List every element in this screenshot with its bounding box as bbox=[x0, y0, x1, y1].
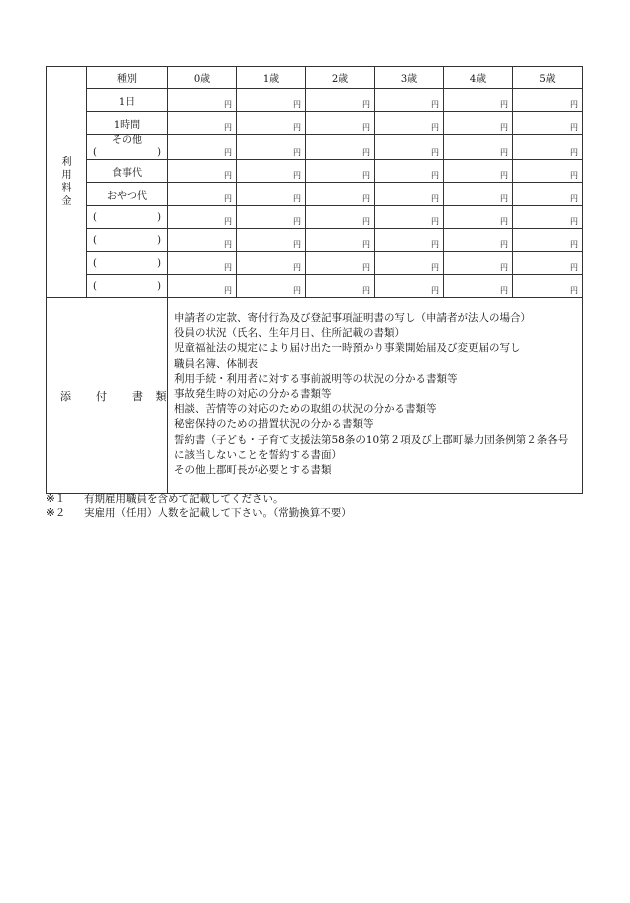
fee-amount-cell[interactable]: 円 bbox=[237, 89, 306, 112]
fee-type-label: その他 bbox=[112, 135, 142, 146]
fee-type-cell bbox=[87, 135, 168, 160]
fee-amount-cell[interactable]: 円 bbox=[375, 89, 444, 112]
fee-amount-cell[interactable]: 円 bbox=[513, 252, 583, 275]
fee-row bbox=[47, 229, 583, 252]
fee-amount-cell[interactable]: 円 bbox=[168, 89, 237, 112]
fee-row bbox=[47, 183, 583, 206]
fee-amount-cell[interactable]: 円 bbox=[237, 252, 306, 275]
fee-amount-cell[interactable]: 円 bbox=[444, 183, 513, 206]
fee-amount-cell[interactable]: 円 bbox=[375, 160, 444, 183]
fee-type-label: 1時間 bbox=[113, 119, 141, 131]
fee-amount-cell[interactable]: 円 bbox=[306, 183, 375, 206]
fee-type-cell bbox=[87, 160, 168, 183]
attachment-item: 利用手続・利用者に対する事前説明等の状況の分かる書類等 bbox=[174, 372, 458, 385]
fee-amount-cell[interactable]: 円 bbox=[375, 112, 444, 135]
fee-row bbox=[47, 275, 583, 298]
attachment-item: 役員の状況（氏名、生年月日、住所記載の書類） bbox=[174, 327, 405, 340]
fee-amount-cell[interactable]: 円 bbox=[444, 135, 513, 160]
fee-amount-cell[interactable]: 円 bbox=[237, 206, 306, 229]
fee-amount-cell[interactable]: 円 bbox=[168, 275, 237, 298]
age-column-header: 2歳 bbox=[306, 67, 375, 89]
fee-type-cell bbox=[87, 252, 168, 275]
attachment-item: 児童福祉法の規定により届け出た一時預かり事業開始届及び変更届の写し bbox=[174, 342, 521, 355]
fee-amount-cell[interactable]: 円 bbox=[168, 229, 237, 252]
fee-amount-cell[interactable]: 円 bbox=[168, 252, 237, 275]
fee-amount-cell[interactable]: 円 bbox=[306, 135, 375, 160]
footnote bbox=[46, 506, 352, 520]
attachments-label bbox=[47, 298, 168, 494]
attachment-item: 相談、苦情等の対応のための取組の状況の分かる書類等 bbox=[174, 403, 437, 416]
fee-type-cell bbox=[87, 112, 168, 135]
fee-amount-cell[interactable]: 円 bbox=[168, 160, 237, 183]
fee-amount-cell[interactable]: 円 bbox=[168, 183, 237, 206]
usage-fee-label-char: 利 bbox=[61, 157, 72, 168]
attachment-item: 申請者の定款、寄付行為及び登記事項証明書の写し（申請者が法人の場合） bbox=[174, 312, 531, 324]
fee-amount-cell[interactable]: 円 bbox=[375, 229, 444, 252]
age-column-header: 4歳 bbox=[444, 67, 513, 89]
fee-amount-cell[interactable]: 円 bbox=[168, 206, 237, 229]
fee-amount-cell[interactable]: 円 bbox=[375, 135, 444, 160]
footnote-mark: ※２ bbox=[46, 507, 66, 519]
fee-type-cell bbox=[87, 229, 168, 252]
usage-fee-label bbox=[47, 67, 87, 298]
fee-type-paren bbox=[87, 235, 167, 246]
application-form-sheet bbox=[46, 66, 582, 494]
fee-amount-cell[interactable]: 円 bbox=[306, 229, 375, 252]
attachment-item: 事故発生時の対応の分かる書類等 bbox=[174, 388, 332, 401]
paren-close: ) bbox=[157, 280, 161, 292]
fee-row bbox=[47, 252, 583, 275]
footnote-text: 実雇用（任用）人数を記載して下さい。（常勤換算不要） bbox=[84, 507, 352, 519]
fee-type-paren bbox=[87, 147, 167, 159]
fee-amount-cell[interactable]: 円 bbox=[513, 183, 583, 206]
fee-amount-cell[interactable]: 円 bbox=[375, 183, 444, 206]
paren-close: ) bbox=[157, 257, 161, 269]
fee-type-label: 食事代 bbox=[112, 167, 142, 179]
fee-amount-cell[interactable]: 円 bbox=[306, 160, 375, 183]
fee-amount-cell[interactable]: 円 bbox=[306, 206, 375, 229]
fee-amount-cell[interactable]: 円 bbox=[237, 275, 306, 298]
fee-amount-cell[interactable]: 円 bbox=[444, 229, 513, 252]
fee-amount-cell[interactable]: 円 bbox=[444, 252, 513, 275]
fee-amount-cell[interactable]: 円 bbox=[237, 229, 306, 252]
attachment-item: その他上郡町長が必要とする書類 bbox=[174, 464, 332, 477]
fee-type-cell bbox=[87, 89, 168, 112]
fee-type-label: 1日 bbox=[118, 96, 136, 108]
fee-amount-cell[interactable]: 円 bbox=[237, 135, 306, 160]
fee-amount-cell[interactable]: 円 bbox=[375, 206, 444, 229]
fee-amount-cell[interactable]: 円 bbox=[306, 252, 375, 275]
attachments-label-char: 類 bbox=[155, 389, 167, 403]
paren-open: ( bbox=[93, 257, 97, 269]
usage-fee-label-char: 料 bbox=[61, 183, 72, 194]
paren-close: ) bbox=[157, 147, 161, 158]
fee-type-label: おやつ代 bbox=[107, 190, 147, 202]
fee-amount-cell[interactable]: 円 bbox=[513, 206, 583, 229]
fee-amount-cell[interactable]: 円 bbox=[375, 252, 444, 275]
fee-amount-cell[interactable]: 円 bbox=[306, 112, 375, 135]
usage-fee-label-char: 金 bbox=[61, 196, 72, 207]
fee-amount-cell[interactable]: 円 bbox=[375, 275, 444, 298]
fee-amount-cell[interactable]: 円 bbox=[237, 112, 306, 135]
age-column-header: 3歳 bbox=[375, 67, 444, 89]
fee-type-cell bbox=[87, 275, 168, 298]
paren-open: ( bbox=[93, 147, 97, 158]
fee-table bbox=[46, 66, 583, 298]
attachment-item: 秘密保持のための措置状況の分かる書類等 bbox=[174, 418, 374, 431]
fee-amount-cell[interactable]: 円 bbox=[513, 229, 583, 252]
attachments-list bbox=[168, 298, 583, 494]
fee-header-row bbox=[47, 67, 583, 89]
paren-close: ) bbox=[157, 234, 161, 246]
fee-amount-cell[interactable]: 円 bbox=[513, 160, 583, 183]
paren-close: ) bbox=[157, 211, 161, 223]
age-column-header: 0歳 bbox=[168, 67, 237, 89]
fee-type-paren bbox=[87, 212, 167, 223]
paren-open: ( bbox=[93, 211, 97, 223]
fee-type-other bbox=[87, 135, 167, 159]
usage-fee-label-char: 用 bbox=[61, 170, 72, 181]
fee-amount-cell[interactable]: 円 bbox=[168, 112, 237, 135]
attachments-table bbox=[46, 297, 583, 494]
footnote-mark: ※１ bbox=[46, 493, 66, 505]
fee-amount-cell[interactable]: 円 bbox=[237, 160, 306, 183]
attachments-label-char: 付 bbox=[96, 389, 107, 403]
attachment-item: 誓約書（子ども・子育て支援法第58条の10第２項及び上郡町暴力団条例第２条各号に該当しないことを誓約する書面） bbox=[174, 433, 569, 461]
fee-amount-cell[interactable]: 円 bbox=[444, 206, 513, 229]
age-column-header: 5歳 bbox=[513, 67, 583, 89]
footnotes bbox=[46, 492, 352, 520]
type-header: 種別 bbox=[87, 67, 168, 89]
attachments-label-char: 書 bbox=[132, 389, 143, 403]
fee-amount-cell[interactable]: 円 bbox=[168, 135, 237, 160]
fee-type-paren bbox=[87, 281, 167, 292]
fee-amount-cell[interactable]: 円 bbox=[513, 275, 583, 298]
fee-amount-cell[interactable]: 円 bbox=[513, 112, 583, 135]
fee-amount-cell[interactable]: 円 bbox=[306, 89, 375, 112]
fee-row bbox=[47, 89, 583, 112]
fee-row bbox=[47, 112, 583, 135]
attachment-item: 職員名簿、体制表 bbox=[174, 357, 258, 370]
fee-type-cell bbox=[87, 183, 168, 206]
fee-amount-cell[interactable]: 円 bbox=[444, 89, 513, 112]
fee-amount-cell[interactable]: 円 bbox=[444, 160, 513, 183]
fee-row bbox=[47, 206, 583, 229]
fee-row bbox=[47, 160, 583, 183]
fee-amount-cell[interactable]: 円 bbox=[444, 275, 513, 298]
fee-amount-cell[interactable]: 円 bbox=[513, 135, 583, 160]
attachments-label-char: 添 bbox=[60, 389, 71, 403]
footnote bbox=[46, 492, 352, 506]
footnote-text: 有期雇用職員を含めて記載してください。 bbox=[84, 493, 284, 505]
fee-row bbox=[47, 135, 583, 160]
fee-type-paren bbox=[87, 258, 167, 269]
fee-amount-cell[interactable]: 円 bbox=[513, 89, 583, 112]
fee-amount-cell[interactable]: 円 bbox=[444, 112, 513, 135]
fee-type-cell bbox=[87, 206, 168, 229]
paren-open: ( bbox=[93, 280, 97, 292]
age-column-header: 1歳 bbox=[237, 67, 306, 89]
paren-open: ( bbox=[93, 234, 97, 246]
fee-amount-cell[interactable]: 円 bbox=[237, 183, 306, 206]
fee-amount-cell[interactable]: 円 bbox=[306, 275, 375, 298]
